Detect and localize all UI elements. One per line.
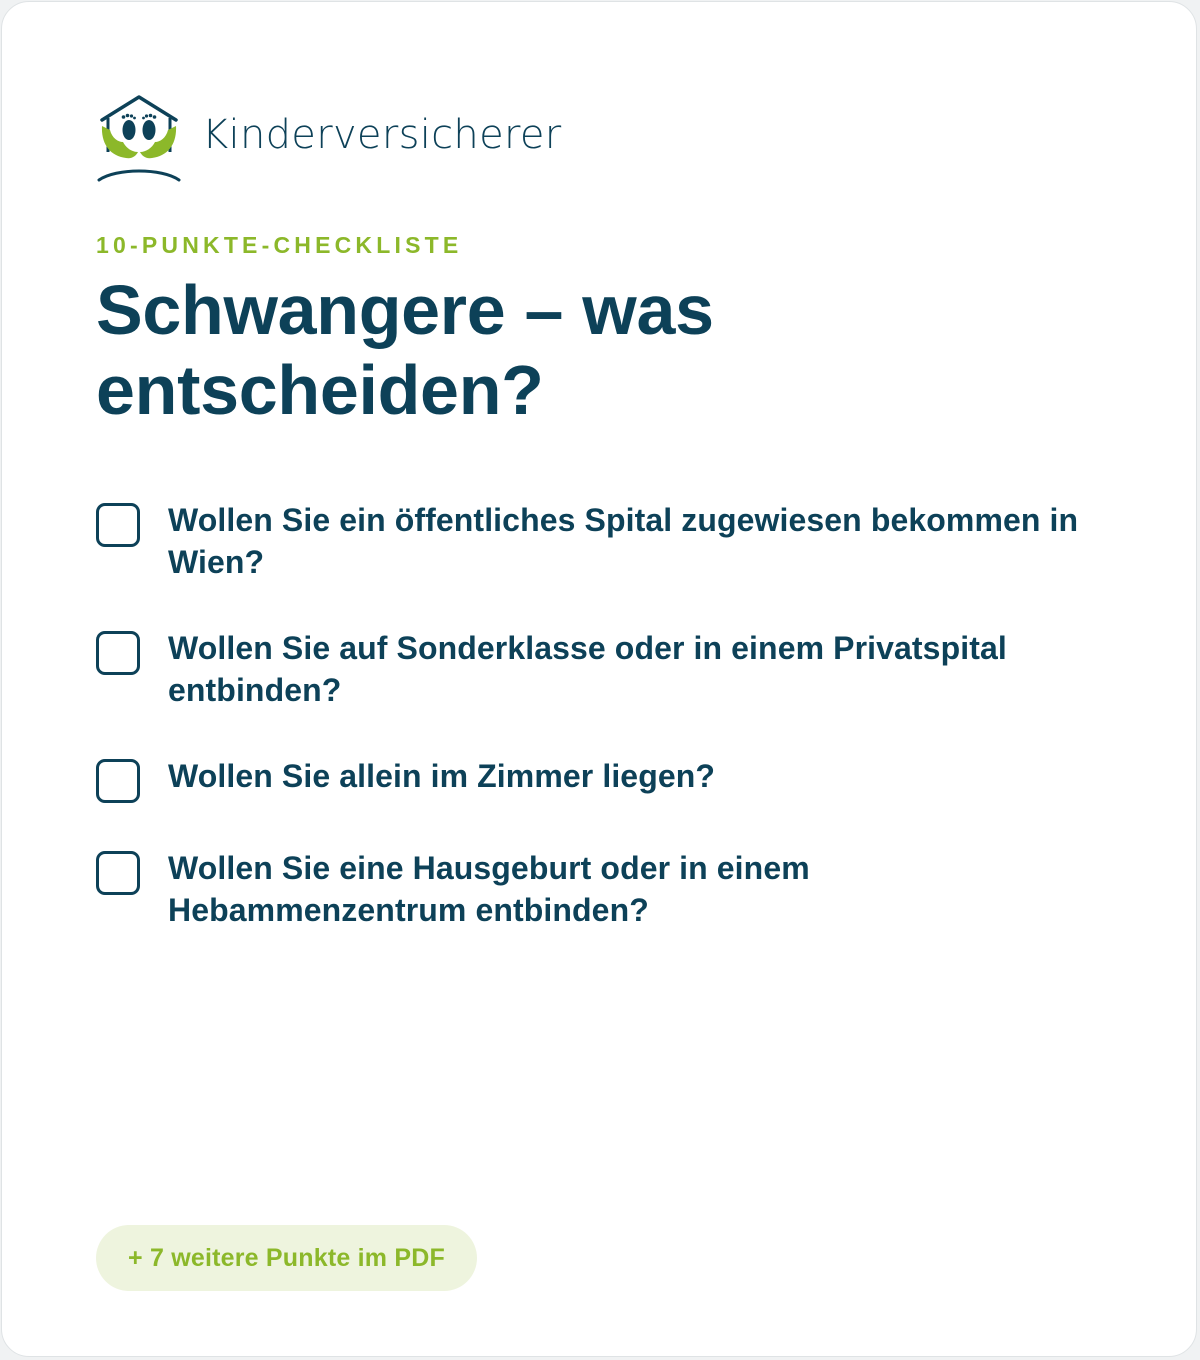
checklist-item[interactable] [96,499,1116,583]
eyebrow-label: 10-PUNKTE-CHECKLISTE [96,232,463,258]
checkbox[interactable] [96,759,140,803]
page-title-line-2: entscheiden? [96,351,544,429]
checkbox[interactable] [96,631,140,675]
checklist-item[interactable] [96,847,1116,931]
more-points-pdf-button[interactable]: + 7 weitere Punkte im PDF [96,1225,477,1291]
page-title-line-1: Schwangere – was [96,271,714,349]
checkbox[interactable] [96,851,140,895]
checklist-item-text: Wollen Sie allein im Zimmer liegen? [168,758,716,794]
checklist-card [1,1,1197,1357]
checklist-item[interactable] [96,627,1116,711]
checklist-item-text: Wollen Sie auf Sonderklasse oder in einem Privatspital entbinden? [168,630,1007,708]
checklist-item[interactable] [96,755,1116,803]
checklist-item-text: Wollen Sie eine Hausgeburt oder in einem Hebammenzentrum entbinden? [168,850,810,928]
page-title [96,270,996,430]
house-hands-feet-logo-icon [96,94,182,184]
checklist [96,499,1116,975]
brand-header[interactable] [96,94,562,184]
checkbox[interactable] [96,503,140,547]
brand-name: Kinderversicherer [202,112,562,158]
checklist-item-text: Wollen Sie ein öffentliches Spital zugewiesen bekommen in Wien? [168,502,1079,580]
